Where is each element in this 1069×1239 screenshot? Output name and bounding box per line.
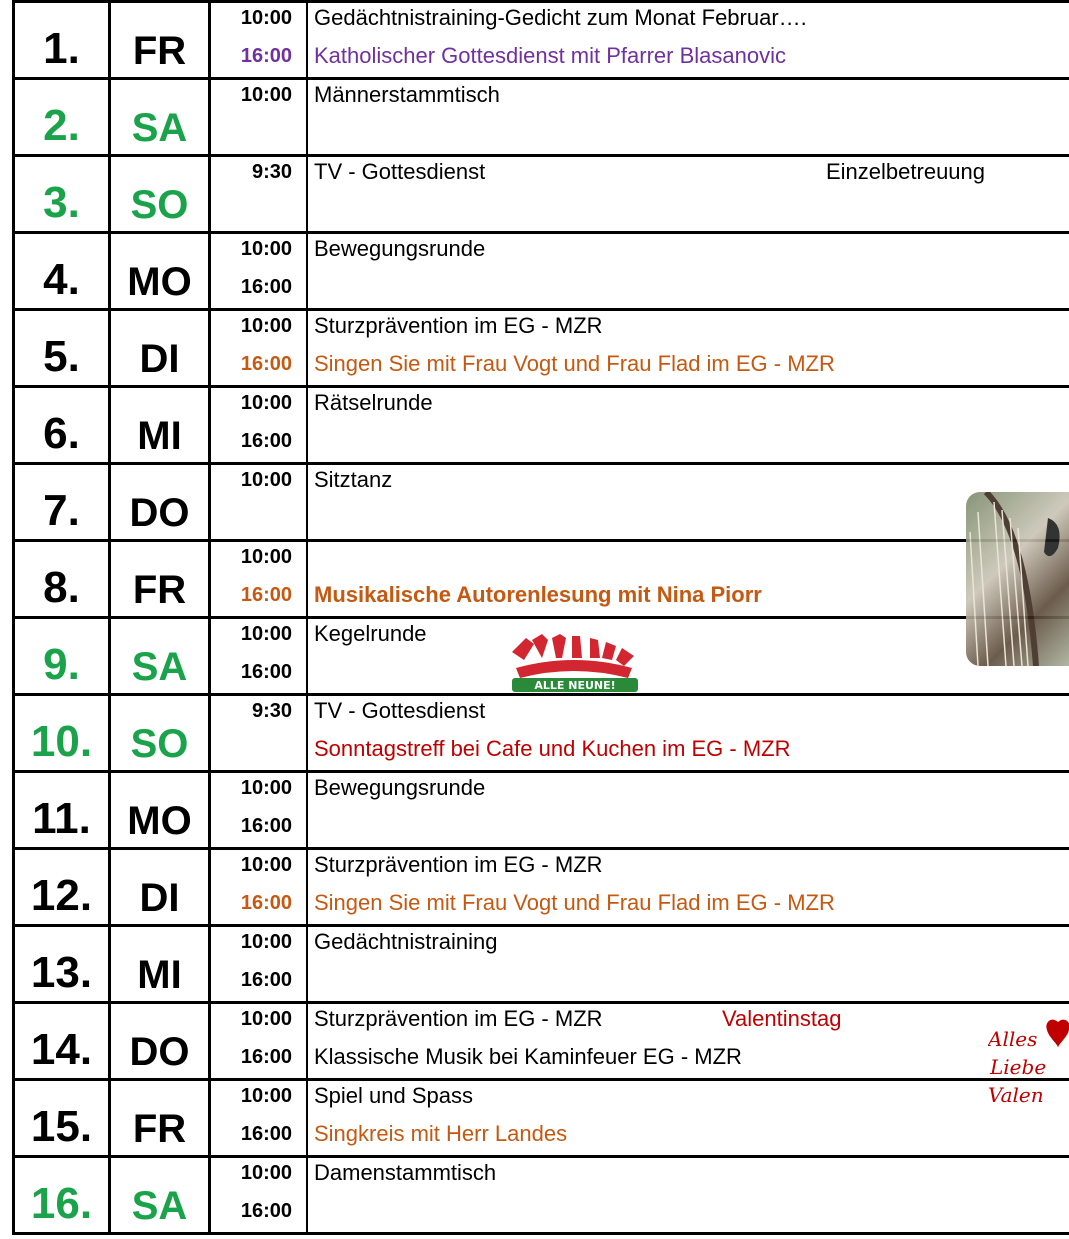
time-cell [208,234,306,311]
time-cell [208,850,306,927]
day-number: 14. [12,1004,108,1081]
harp-photo [966,492,1069,666]
event-cell [306,542,1069,619]
event-cell [306,157,1069,234]
event-cell [306,311,1069,388]
time-1: 10:00 [240,238,292,260]
day-number: 3. [12,157,108,234]
event-cell [306,3,1069,80]
time-cell [208,3,306,80]
time-2: 16:00 [240,276,292,298]
weekday: SA [108,1158,208,1235]
time-1: 10:00 [240,315,292,337]
time-1: 10:00 [240,931,292,953]
weekday: DO [108,465,208,542]
table-row [0,1004,1069,1081]
time-1: 10:00 [240,7,292,29]
event-1: Sturzprävention im EG - MZR [314,1006,603,1031]
day-number: 1. [12,3,108,80]
event-1: Männerstammtisch [314,82,500,107]
day-number: 10. [12,696,108,773]
time-2: 16:00 [240,353,292,375]
time-cell [208,773,306,850]
time-2: 16:00 [240,430,292,452]
valentine-word-1: Alles [988,1027,1038,1051]
table-row [0,850,1069,927]
table-row [0,465,1069,542]
day-number: 4. [12,234,108,311]
event-1: TV - Gottesdienst [314,159,486,184]
time-1: 10:00 [240,1085,292,1107]
day-number: 12. [12,850,108,927]
table-row [0,80,1069,157]
event-cell [306,696,1069,773]
time-1: 10:00 [240,469,292,491]
heart-icon [1046,1020,1069,1048]
event-cell [306,1004,1069,1081]
event-cell [306,1158,1069,1235]
table-row [0,311,1069,388]
event-1: Spiel und Spass [314,1083,473,1108]
time-cell [208,619,306,696]
table-row [0,927,1069,1004]
time-cell [208,80,306,157]
time-cell [208,157,306,234]
day-number: 13. [12,927,108,1004]
table-row [0,3,1069,80]
day-number: 15. [12,1081,108,1158]
day-number: 5. [12,311,108,388]
bowling-text: ALLE NEUNE! [534,679,616,692]
event-1: Bewegungsrunde [314,775,486,800]
event-1: Sitztanz [314,467,393,492]
weekday: DO [108,1004,208,1081]
table-row [0,157,1069,234]
event-cell [306,773,1069,850]
event-cell [306,850,1069,927]
time-2: 16:00 [240,1200,292,1222]
time-2: 16:00 [240,815,292,837]
time-cell [208,1081,306,1158]
event-cell [306,619,1069,696]
event-2: Sonntagstreff bei Cafe und Kuchen im EG - MZR [314,736,791,761]
weekday: SO [108,696,208,773]
weekday: FR [108,3,208,80]
day-number: 2. [12,80,108,157]
time-cell [208,1004,306,1081]
time-cell [208,465,306,542]
time-1: 10:00 [240,854,292,876]
event-cell [306,927,1069,1004]
time-2: 16:00 [240,892,292,914]
time-cell [208,388,306,465]
event-aside: Valentinstag [722,1006,842,1031]
time-2: 16:00 [240,1123,292,1145]
event-1: Rätselrunde [314,390,433,415]
time-cell [208,927,306,1004]
weekday: MI [108,927,208,1004]
event-1: Gedächtnistraining [314,929,498,954]
valentine-graphic [988,1018,1069,1118]
time-1: 9:30 [251,700,292,722]
event-cell [306,465,1069,542]
time-2: 16:00 [240,45,292,67]
event-aside: Einzelbetreuung [826,159,986,184]
event-2: Katholischer Gottesdienst mit Pfarrer Blasanovic [314,43,786,68]
weekday: MI [108,388,208,465]
table-row [0,388,1069,465]
event-cell [306,234,1069,311]
day-number: 16. [12,1158,108,1235]
time-1: 10:00 [240,1008,292,1030]
time-1: 9:30 [251,161,292,183]
weekday: SA [108,619,208,696]
table-row [0,542,1069,619]
time-2: 16:00 [240,584,292,606]
time-cell [208,542,306,619]
event-cell [306,1081,1069,1158]
day-number: 9. [12,619,108,696]
weekday: MO [108,773,208,850]
weekday: SO [108,157,208,234]
event-1: Bewegungsrunde [314,236,486,261]
bowling-pins-icon [512,634,634,678]
time-2: 16:00 [240,969,292,991]
time-cell [208,1158,306,1235]
day-number: 7. [12,465,108,542]
weekday: DI [108,850,208,927]
time-1: 10:00 [240,392,292,414]
weekday: FR [108,542,208,619]
time-cell [208,696,306,773]
weekday: FR [108,1081,208,1158]
table-row [0,1081,1069,1158]
table-row [0,234,1069,311]
event-2: Klassische Musik bei Kaminfeuer EG - MZR [314,1044,742,1069]
event-1: TV - Gottesdienst [314,698,486,723]
time-1: 10:00 [240,1162,292,1184]
event-2: Singen Sie mit Frau Vogt und Frau Flad im EG - MZR [314,351,835,376]
event-2: Singen Sie mit Frau Vogt und Frau Flad im EG - MZR [314,890,835,915]
time-1: 10:00 [240,623,292,645]
day-number: 6. [12,388,108,465]
event-1: Damenstammtisch [314,1160,497,1185]
time-2: 16:00 [240,661,292,683]
event-1: Gedächtnistraining-Gedicht zum Monat Februar…. [314,5,807,30]
event-1: Sturzprävention im EG - MZR [314,852,603,877]
day-number: 8. [12,542,108,619]
weekday: DI [108,311,208,388]
event-cell [306,388,1069,465]
time-1: 10:00 [240,546,292,568]
valentine-word-2: Liebe [990,1055,1047,1079]
time-1: 10:00 [240,84,292,106]
event-2: Singkreis mit Herr Landes [314,1121,568,1146]
day-number: 11. [12,773,108,850]
table-row [0,1158,1069,1235]
event-2: Musikalische Autorenlesung mit Nina Piorr [314,582,762,607]
event-1: Kegelrunde [314,621,427,646]
table-row [0,773,1069,850]
time-2: 16:00 [240,1046,292,1068]
event-1: Sturzprävention im EG - MZR [314,313,603,338]
weekday: MO [108,234,208,311]
bowling-pins-logo [506,634,642,694]
weekday: SA [108,80,208,157]
valentine-word-3: Valen [988,1083,1044,1107]
time-1: 10:00 [240,777,292,799]
table-row [0,696,1069,773]
time-cell [208,311,306,388]
event-cell [306,80,1069,157]
